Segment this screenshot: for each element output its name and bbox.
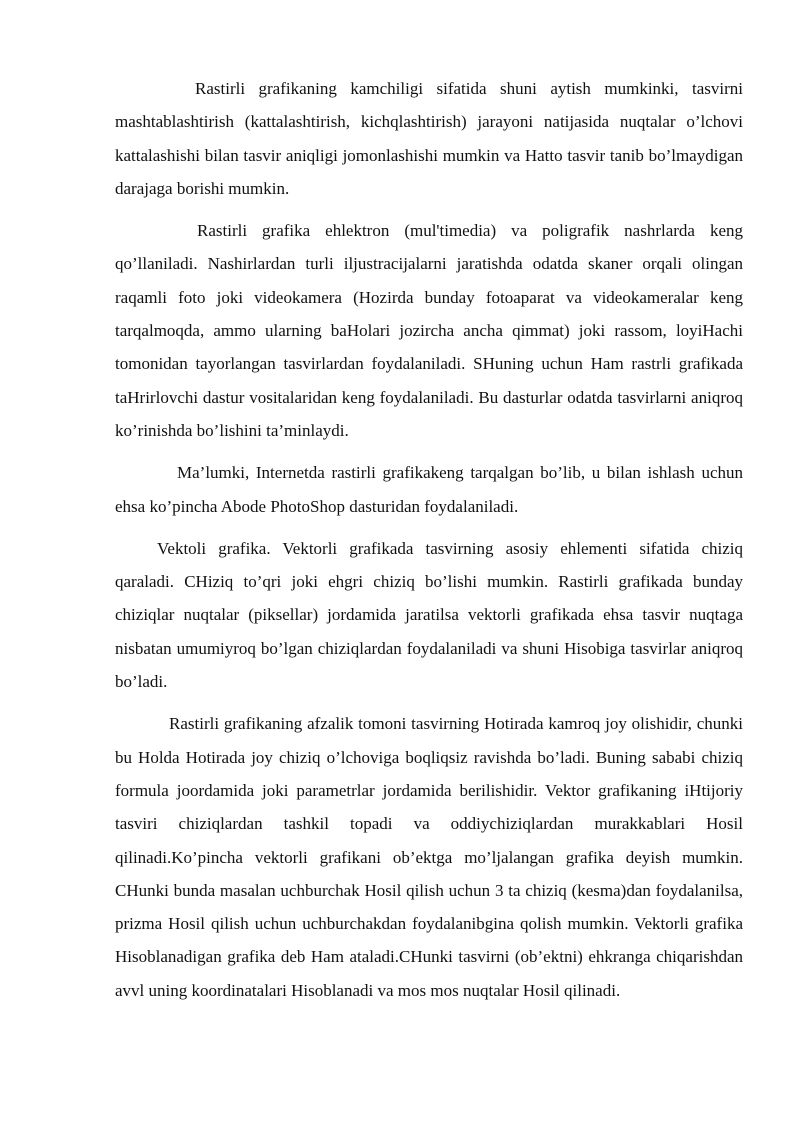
paragraph-photoshop: Ma’lumki, Internetda rastirli grafikakeng tarqalgan bo’lib, u bilan ishlash uchun ehsa ko’pincha Abode PhotoShop dasturidan foydalaniladi. <box>115 463 743 516</box>
paragraph-raster-drawback: Rastirli grafikaning kamchiligi sifatida shuni aytish mumkinki, tasvirni mashtablashtirish (kattalashtirish, kichqlashtirish) jarayoni natijasida nuqtalar o’lchovi kattalashishi bilan tasvir aniqligi jomonlashishi mumkin va Hatto tasvir tanib bo’lmaydigan darajaga borishi mumkin. <box>115 79 743 198</box>
paragraph-raster-usage: Rastirli grafika ehlektron (mul'timedia) va poligrafik nashrlarda keng qo’llaniladi. Nashirlardan turli iljustracijalarni jaratishda odatda skaner orqali olingan raqamli foto joki videokamera (Hozirda bunday fotoaparat va videokameralar keng tarqalmoqda, ammo ularning baHolari jozircha ancha qimmat) joki rassom, loyiHachi tomonidan tayorlangan tasvirlardan foydalaniladi. SHuning uchun Ham rastrli grafikada taHrirlovchi dastur vositalaridan keng foydalaniladi. Bu dasturlar odatda tasvirlarni aniqroq ko’rinishda bo’lishini ta’minlaydi. <box>115 221 743 440</box>
document-body <box>115 72 743 1016</box>
paragraph-vector-graphics: Vektoli grafika. Vektorli grafikada tasvirning asosiy ehlementi sifatida chiziq qaraladi. CHiziq to’qri joki ehgri chiziq bo’lishi mumkin. Rastirli grafikada bunday chiziqlar nuqtalar (piksellar) jordamida jaratilsa vektorli grafikada ehsa tasvir nuqtaga nisbatan umumiyroq bo’lgan chiziqlardan foydalaniladi va shuni Hisobiga tasvirlar aniqroq bo’ladi. <box>115 538 743 692</box>
paragraph-vector-advantage: Rastirli grafikaning afzalik tomoni tasvirning Hotirada kamroq joy olishidir, chunki bu Holda Hotirada joy chiziq o’lchoviga boqliqsiz ravishda bo’ladi. Buning sababi chiziq formula joordamida joki parametrlar jordamida berilishidir. Vektor grafikaning iHtijoriy tasviri chiziqlardan tashkil topadi va oddiychiziqlardan murakkablari Hosil qilinadi.Ko’pincha vektorli grafikani ob’ektga mo’ljalangan grafika deyish mumkin. CHunki bunda masalan uchburchak Hosil qilish uchun 3 ta chiziq (kesma)dan foydalanilsa, prizma Hosil qilish uchun uchburchakdan foydalanibgina qolish mumkin. Vektorli grafika Hisoblanadigan grafika deb Ham ataladi.CHunki tasvirni (ob’ektni) ehkranga chiqarishdan avvl uning koordinatalari Hisoblanadi va mos mos nuqtalar Hosil qilinadi. <box>115 714 743 1000</box>
